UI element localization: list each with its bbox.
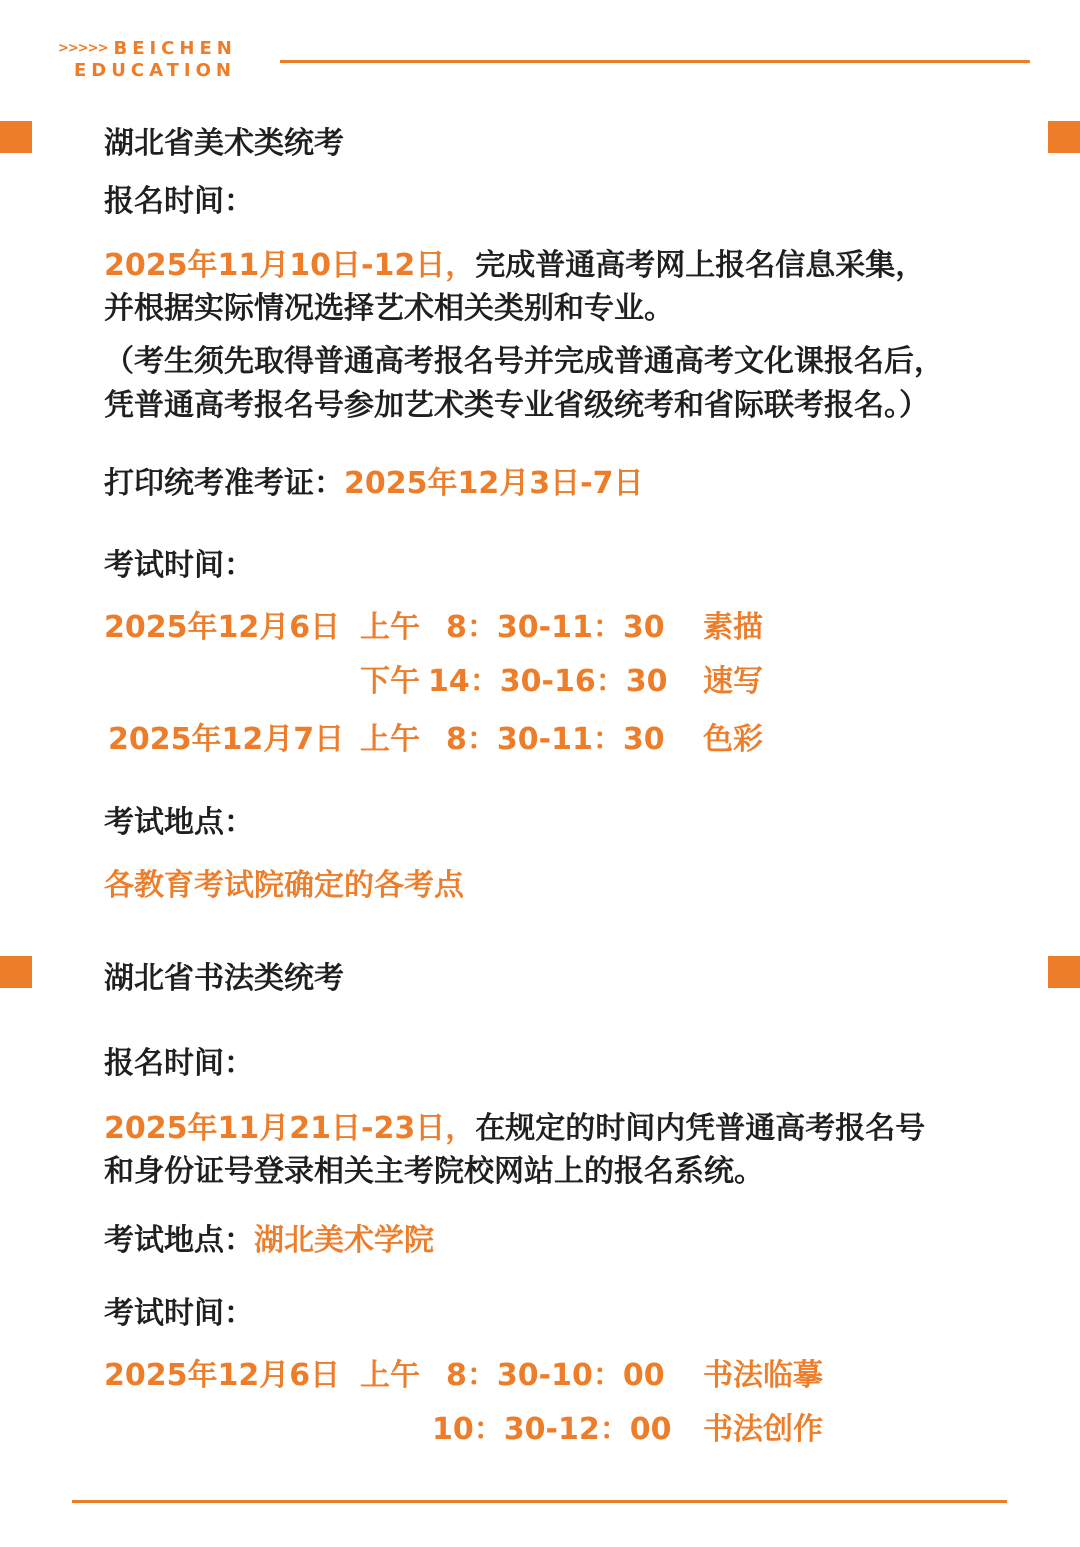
section-title-calligraphy: 湖北省书法类统考 [104,961,344,996]
section-marker-right [1048,956,1080,988]
cal-place-value: 湖北美术学院 [254,1223,434,1258]
schedule-time: 8：30-10：00 [446,1358,665,1393]
cal-reg-label: 报名时间： [104,1046,254,1081]
schedule-period: 上午 [360,722,420,757]
art-print-label: 打印统考准考证： [104,466,344,501]
art-exam-label: 考试时间： [104,548,254,583]
arrows-icon: >>>>> [58,41,108,56]
art-reg-text1: 完成普通高考网上报名信息采集， [475,248,926,283]
footer-divider [72,1500,1007,1503]
schedule-subject: 素描 [703,610,763,645]
schedule-period: 上午 [360,1358,420,1393]
art-note-line2: 凭普通高考报名号参加艺术类专业省级统考和省际联考报名。） [104,388,929,423]
cal-reg-date: 2025年11月21日-23日， [104,1111,476,1146]
art-place-label: 考试地点： [104,805,254,840]
schedule-date: 2025年12月6日 [104,610,341,645]
schedule-time: 14：30-16：30 [428,664,668,699]
schedule-period: 上午 [360,610,420,645]
section-marker-left [0,121,32,153]
brand-line1: BEICHEN [113,38,237,59]
cal-exam-label: 考试时间： [104,1296,254,1331]
art-reg-date: 2025年11月10日-12日， [104,248,476,283]
schedule-time: 8：30-11：30 [446,722,665,757]
cal-reg-line1 [104,1103,925,1147]
cal-reg-text1: 在规定的时间内凭普通高考报名号 [475,1111,926,1146]
header-divider [280,60,1030,63]
schedule-subject: 书法临摹 [703,1358,823,1393]
section-title-art: 湖北省美术类统考 [104,126,344,161]
cal-place-label: 考试地点： [104,1223,254,1258]
schedule-time: 8：30-11：30 [446,610,665,645]
art-place-value: 各教育考试院确定的各考点 [104,868,464,903]
art-print-date: 2025年12月3日-7日 [344,466,644,501]
schedule-date: 2025年12月7日 [108,722,345,757]
section-marker-right [1048,121,1080,153]
cal-reg-line2: 和身份证号登录相关主考院校网站上的报名系统。 [104,1154,764,1189]
schedule-date: 2025年12月6日 [104,1358,341,1393]
art-reg-label: 报名时间： [104,184,254,219]
schedule-subject: 速写 [703,664,763,699]
art-print-line [104,458,643,502]
art-note-line1: （考生须先取得普通高考报名号并完成普通高考文化课报名后， [104,344,944,379]
schedule-subject: 书法创作 [703,1412,823,1447]
brand-logo [58,38,237,82]
schedule-time: 10：30-12：00 [432,1412,672,1447]
cal-place-line [104,1215,434,1259]
schedule-subject: 色彩 [703,722,763,757]
art-reg-line2: 并根据实际情况选择艺术相关类别和专业。 [104,291,674,326]
section-marker-left [0,956,32,988]
brand-line2: EDUCATION [74,60,236,81]
art-reg-line1 [104,240,925,284]
schedule-period: 下午 [360,664,420,699]
